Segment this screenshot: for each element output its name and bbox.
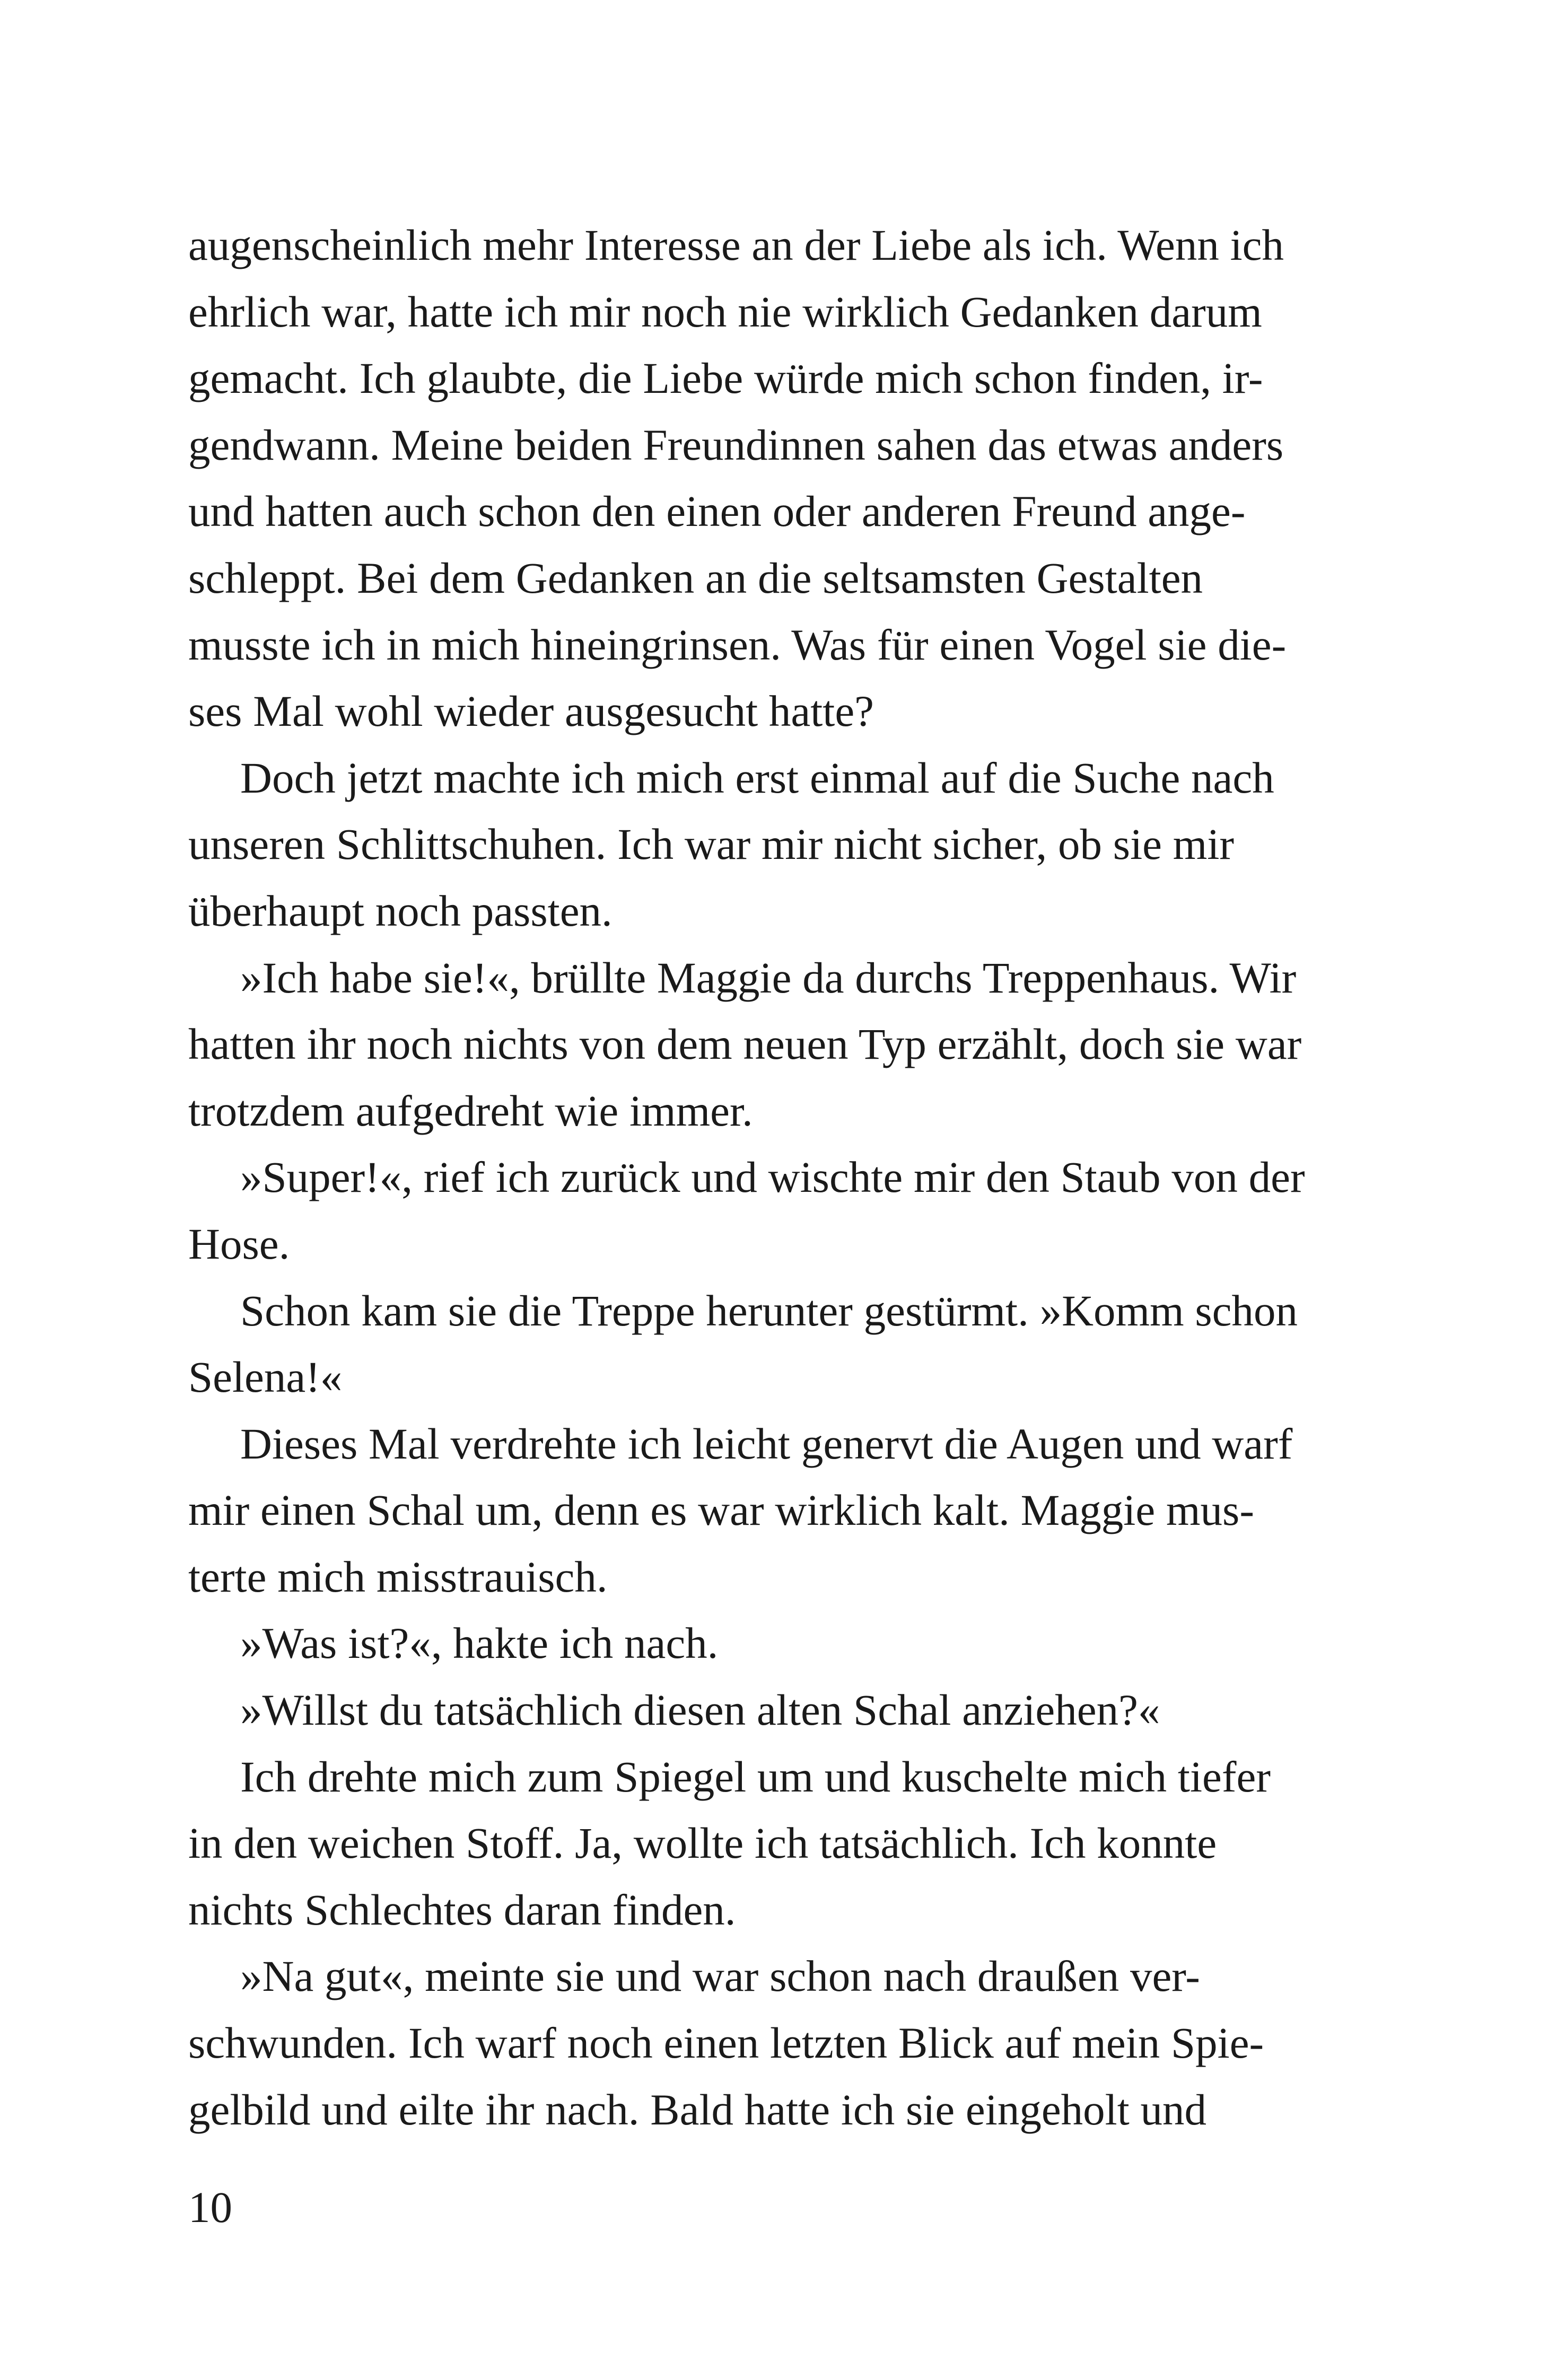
text-line: überhaupt noch passten. xyxy=(188,886,613,935)
text-line: terte mich misstrauisch. xyxy=(188,1552,608,1601)
paragraph-start-line: »Na gut«, meinte sie und war schon nach draußen ver- xyxy=(240,1952,1200,2001)
text-line: nichts Schlechtes daran finden. xyxy=(188,1885,736,1934)
text-line: gemacht. Ich glaubte, die Liebe würde mich schon finden, ir- xyxy=(188,354,1263,403)
paragraph-start-line: Schon kam sie die Treppe herunter gestürmt. »Komm schon xyxy=(240,1286,1298,1335)
text-line: schleppt. Bei dem Gedanken an die seltsamsten Gestalten xyxy=(188,553,1203,602)
text-line: gelbild und eilte ihr nach. Bald hatte ich sie eingeholt und xyxy=(188,2085,1207,2134)
text-line: Hose. xyxy=(188,1219,290,1268)
text-line: Selena!« xyxy=(188,1353,343,1402)
paragraph-start-line: Doch jetzt machte ich mich erst einmal auf die Suche nach xyxy=(240,753,1274,802)
text-line: ehrlich war, hatte ich mir noch nie wirklich Gedanken darum xyxy=(188,287,1262,336)
text-line: trotzdem aufgedreht wie immer. xyxy=(188,1086,753,1135)
body-text xyxy=(188,212,1305,2143)
text-line: ses Mal wohl wieder ausgesucht hatte? xyxy=(188,687,874,736)
paragraph-start-line: »Ich habe sie!«, brüllte Maggie da durchs Treppenhaus. Wir xyxy=(240,953,1297,1002)
paragraph-start-line: »Super!«, rief ich zurück und wischte mir den Staub von der xyxy=(240,1153,1305,1202)
text-line: musste ich in mich hineingrinsen. Was für einen Vogel sie die- xyxy=(188,620,1287,669)
text-line: gendwann. Meine beiden Freundinnen sahen das etwas anders xyxy=(188,420,1284,469)
text-line: unseren Schlittschuhen. Ich war mir nicht sicher, ob sie mir xyxy=(188,820,1235,869)
paragraph-start-line: Ich drehte mich zum Spiegel um und kuschelte mich tiefer xyxy=(240,1752,1271,1801)
page-number: 10 xyxy=(188,2183,232,2232)
text-line: augenscheinlich mehr Interesse an der Liebe als ich. Wenn ich xyxy=(188,221,1284,269)
text-line: mir einen Schal um, denn es war wirklich kalt. Maggie mus- xyxy=(188,1486,1254,1535)
text-line: hatten ihr noch nichts von dem neuen Typ erzählt, doch sie war xyxy=(188,1020,1302,1069)
paragraph-start-line: Dieses Mal verdrehte ich leicht genervt die Augen und warf xyxy=(240,1419,1293,1468)
text-line: in den weichen Stoff. Ja, wollte ich tatsächlich. Ich konnte xyxy=(188,1819,1217,1868)
paragraph-start-line: »Willst du tatsächlich diesen alten Schal anziehen?« xyxy=(240,1685,1160,1735)
text-line: und hatten auch schon den einen oder anderen Freund ange- xyxy=(188,487,1246,536)
paragraph-start-line: »Was ist?«, hakte ich nach. xyxy=(240,1619,719,1668)
text-line: schwunden. Ich warf noch einen letzten Blick auf mein Spie- xyxy=(188,2018,1264,2068)
